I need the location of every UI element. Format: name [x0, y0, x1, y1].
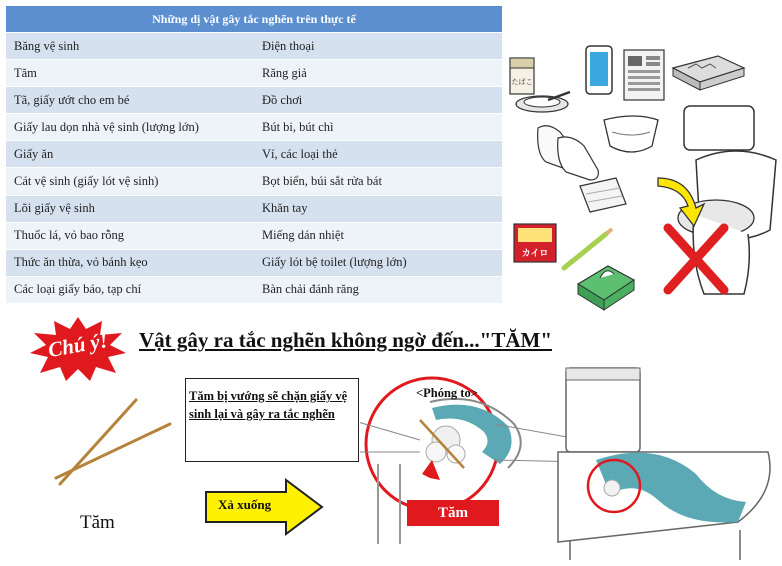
table-row — [6, 195, 502, 222]
ashtray-icon — [516, 92, 570, 112]
table-row — [6, 222, 502, 249]
table-cell-right: Khăn tay — [254, 195, 502, 222]
flush-arrow-label: Xả xuống — [218, 497, 272, 512]
table-row — [6, 141, 502, 168]
table-row — [6, 276, 502, 303]
table-cell-right: Răng giả — [254, 60, 502, 87]
table-body — [6, 33, 502, 303]
table-cell-right: Điện thoại — [254, 33, 502, 60]
table-cell-right: Bút bi, bút chì — [254, 114, 502, 141]
toothpick-label: Tăm — [80, 512, 115, 533]
table-row — [6, 168, 502, 195]
table-cell-left: Tăm — [6, 60, 254, 87]
table-cell-right: Giấy lót bệ toilet (lượng lớn) — [254, 249, 502, 276]
table-row — [6, 114, 502, 141]
table-cell-right: Bọt biển, búi sắt rửa bát — [254, 168, 502, 195]
tray-box-icon — [673, 56, 744, 90]
table-cell-left: Thức ăn thừa, vỏ bánh kẹo — [6, 249, 254, 276]
table-cell-left: Thuốc lá, vỏ bao rỗng — [6, 222, 254, 249]
table-row — [6, 33, 502, 60]
zoom-label: <Phóng to> — [416, 386, 478, 400]
wipes-box-icon — [578, 266, 634, 310]
table-cell-right: Đồ chơi — [254, 87, 502, 114]
table-cell-left: Giấy lau dọn nhà vệ sinh (lượng lớn) — [6, 114, 254, 141]
items-toilet-illustration — [508, 28, 778, 313]
table-cell-left: Giấy ăn — [6, 141, 254, 168]
table-row — [6, 60, 502, 87]
heat-pad-icon — [514, 224, 556, 262]
warning-badge-text: Chú ý! — [46, 327, 110, 363]
table-cell-left: Cát vệ sinh (giấy lót vệ sinh) — [6, 168, 254, 195]
table-cell-right: Ví, các loại thẻ — [254, 141, 502, 168]
cigarette-pack-icon — [510, 58, 534, 94]
table-header: Những dị vật gây tắc nghẽn trên thực tế — [6, 6, 502, 33]
callout-text: Tăm bị vướng sẽ chặn giấy vệ sinh lại và gây ra tắc nghẽn — [189, 389, 348, 421]
toothpick-icon — [48, 394, 178, 494]
table-cell-left: Các loại giấy báo, tạp chí — [6, 276, 254, 303]
notice-headline: Vật gây ra tắc nghẽn không ngờ đến..."TĂM" — [139, 328, 552, 352]
table-cell-right: Miếng dán nhiệt — [254, 222, 502, 249]
table-cell-right: Bàn chải đánh răng — [254, 276, 502, 303]
table-row — [6, 249, 502, 276]
cigarette-pack-text: たばこ — [511, 78, 533, 86]
table-row — [6, 87, 502, 114]
tissue-paper-icon — [580, 178, 626, 212]
newspaper-icon — [624, 50, 664, 100]
table-cell-left: Lõi giấy vệ sinh — [6, 195, 254, 222]
gloves-icon — [538, 126, 599, 180]
pencil-icon — [564, 229, 612, 268]
table-cell-left: Tã, giấy ướt cho em bé — [6, 87, 254, 114]
tam-marker-label: Tăm — [438, 505, 468, 521]
phone-icon — [586, 46, 612, 94]
obstruction-items-table — [6, 6, 502, 303]
diaper-icon — [604, 116, 658, 152]
table-cell-left: Băng vệ sinh — [6, 33, 254, 60]
heat-pad-text: カイロ — [521, 249, 549, 259]
